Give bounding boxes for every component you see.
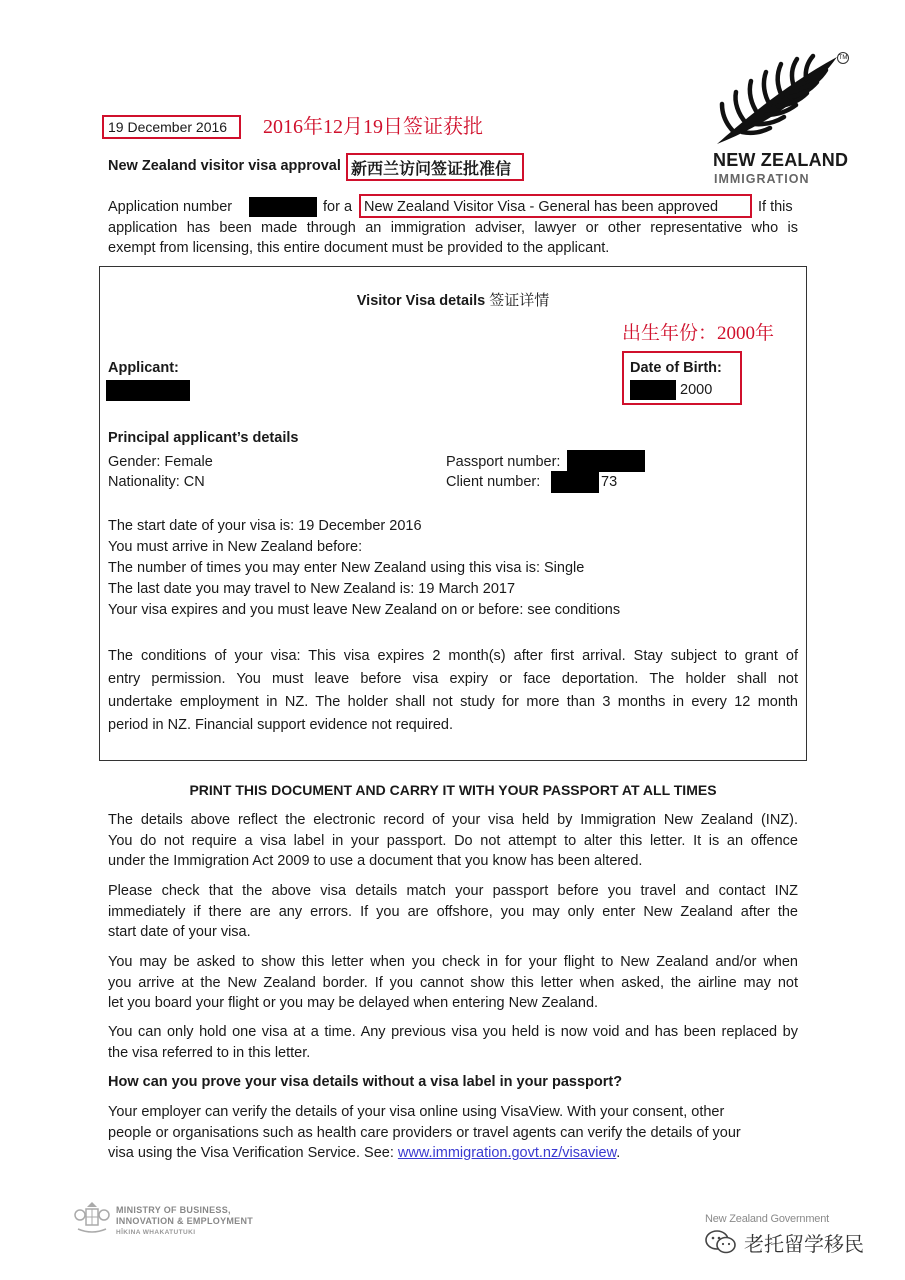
principal-heading: Principal applicant’s details [108,430,299,446]
silver-fern-icon [712,52,842,147]
visa-term-line: The last date you may travel to New Zealand is: 19 March 2017 [108,581,516,597]
paragraph-line: you arrive at the New Zealand border. If you cannot show this letter when asked, the airline may not [108,974,798,991]
paragraph-line: Please check that the above visa details match your passport before you travel and contact INZ [108,883,798,899]
paragraph-line: under the Immigration Act 2009 to use a document that you know has been altered. [108,853,643,869]
ministry-maori-name: HĪKINA WHAKATUTUKI [116,1229,196,1236]
redacted-client-number [551,471,599,493]
paragraph-line: people or organisations such as health care providers or travel agents can verify the details of your [108,1124,741,1141]
approval-statement: New Zealand Visitor Visa - General has been approved [364,199,719,215]
paragraph-line: immediately if there are any errors. If you are offshore, you may only enter New Zealand after the [108,903,798,920]
client-suffix: 73 [601,474,618,490]
dob-annotation: 出生年份：2000年 [622,323,775,344]
conditions-line: undertake employment in NZ. The holder shall not study for more than 3 months in every 12 month [108,694,798,710]
paragraph-electronic-record [108,810,798,872]
title-annotation: 新西兰访问签证批准信 [351,159,512,178]
visa-conditions [108,645,798,737]
paragraph-line: The details above reflect the electronic record of your visa held by Immigration New Zealand (INZ). [108,812,798,828]
visa-term-line: The start date of your visa is: 19 December 2016 [108,518,422,534]
conditions-line: period in NZ. Financial support evidence not required. [108,717,453,733]
paragraph-line: You can only hold one visa at a time. Any previous visa you held is now void and has been replaced by [108,1024,798,1040]
paragraph-line: Your employer can verify the details of your visa online using VisaView. With your consent, other [108,1104,725,1120]
redacted-applicant-name [106,380,190,401]
dob-label: Date of Birth: [630,360,722,376]
wechat-icon [704,1229,738,1260]
paragraph-line: You do not require a visa label in your passport. Do not attempt to alter this letter. It is an offence [108,832,798,849]
paragraph-line [108,1143,798,1164]
paragraph-line: You may be asked to show this letter when you check in for your flight to New Zealand and/or when [108,954,798,970]
intro-line-3: exempt from licensing, this entire document must be provided to the applicant. [108,240,610,256]
visa-term-line: The number of times you may enter New Zealand using this visa is: Single [108,560,585,576]
intro-if-this: If this [758,199,793,215]
details-heading-en: Visitor Visa details [356,293,486,309]
ministry-line: INNOVATION & EMPLOYMENT [116,1216,254,1226]
paragraph-line: the visa referred to in this letter. [108,1044,311,1061]
paragraph-text: visa using the Visa Verification Service. See: [108,1145,394,1161]
redacted-application-number [249,197,317,217]
paragraph-text: . [616,1145,621,1161]
dob-year: 2000 [680,382,713,398]
paragraph-one-visa [108,1022,798,1063]
details-heading-cn: 签证详情 [489,291,550,309]
paragraph-visaview [108,1102,798,1164]
applicant-label: Applicant: [108,360,179,376]
question-heading: How can you prove your visa details without a visa label in your passport? [108,1074,623,1090]
conditions-line: The conditions of your visa: This visa expires 2 month(s) after first arrival. Stay subject to grant of [108,648,798,664]
details-heading [99,289,807,310]
paragraph-check-details [108,881,798,943]
paragraph-line: start date of your visa. [108,924,251,940]
visaview-link[interactable]: www.immigration.govt.nz/visaview [397,1145,617,1161]
redacted-passport-number [567,450,645,472]
logo-subtitle: IMMIGRATION [714,172,810,186]
date-annotation: 2016年12月19日签证获批 [263,116,483,138]
letter-date: 19 December 2016 [108,119,228,135]
ministry-name [116,1205,253,1238]
coat-of-arms-icon [72,1201,112,1242]
paragraph-line: let you board your flight or you may be delayed when entering New Zealand. [108,995,599,1011]
logo-title: NEW ZEALAND [713,150,849,170]
gender: Gender: Female [108,454,213,470]
paragraph-show-letter [108,952,798,1014]
letter-title: New Zealand visitor visa approval [108,158,341,174]
intro-line-2: application has been made through an immigration adviser, lawyer or other representative who is [108,220,798,236]
intro-for-a: for a [323,199,353,215]
passport-label: Passport number: [446,454,561,470]
intro-application-label: Application number [108,199,233,215]
nz-government-mark: New Zealand Government [705,1213,829,1225]
tm-mark: TM [837,52,849,64]
print-heading: PRINT THIS DOCUMENT AND CARRY IT WITH YOUR PASSPORT AT ALL TIMES [189,782,717,798]
visa-terms [108,516,620,621]
nationality: Nationality: CN [108,474,205,490]
ministry-line: MINISTRY OF BUSINESS, [116,1205,231,1215]
client-label: Client number: [446,474,541,490]
visa-term-line: You must arrive in New Zealand before: [108,539,363,555]
watermark-text: 老托留学移民 [744,1232,864,1256]
redacted-dob-day-month [630,380,676,400]
conditions-line: entry permission. You must leave before visa expiry or face deportation. The holder shall not [108,671,798,687]
visa-term-line: Your visa expires and you must leave New Zealand on or before: see conditions [108,602,621,618]
